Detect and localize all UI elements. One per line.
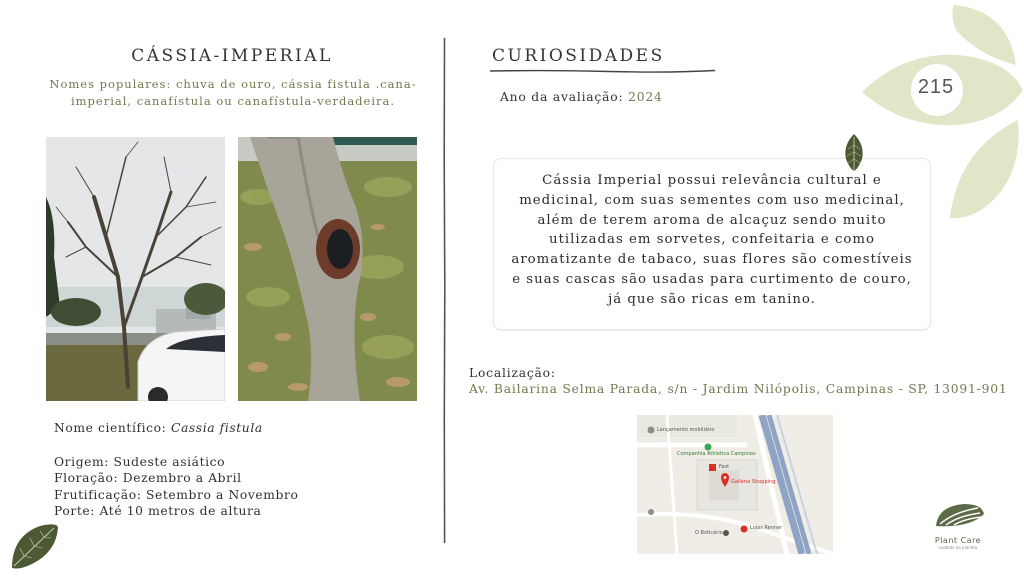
fact-fruiting: Frutificação: Setembro a Novembro [54,487,299,502]
logo-tagline: cuidado ao planeta [938,545,978,550]
location-address[interactable]: Av. Bailarina Selma Parada, s/n - Jardim Nilópolis, Campinas - SP, 13091-901 [469,382,1008,396]
curiosities-text: Cássia Imperial possui relevância cultural e medicinal, com suas sementes com uso medicinal, além de terem aroma de alcaçuz sendo muito utilizadas em sorvetes, confeitaria e como aromatizante de tabaco, suas flores são comestíveis e suas cascas são usadas para curtimento de couro, já que são ricas em tanino. [511,173,913,307]
scientific-name: Cassia fistula [170,421,263,435]
plant-title: CÁSSIA-IMPERIAL [131,46,333,66]
tree-photo [46,137,225,401]
leaves-decoration-icon [858,0,1024,225]
map-label-lancamento: Lançamento mobiliário [657,427,715,433]
curiosities-title: CURIOSIDADES [492,46,665,66]
popular-names: Nomes populares: chuva de ouro, cássia fistula .cana-imperial, canafístula ou canafístula-verdadeira. [49,77,417,108]
plant-facts [54,420,298,520]
map-label-shopping: Galleria Shopping [731,479,776,485]
fact-size: Porte: Até 10 metros de altura [54,504,262,518]
scientific-name-label: Nome científico: [54,421,167,435]
column-divider [443,38,446,543]
title-underline [490,68,715,74]
logo-name: Plant Care [934,536,982,545]
year-label: Ano da avaliação: [500,90,624,104]
page-number-badge: 215 [917,76,955,98]
map-label-companhia: Companhia Athletica Campinas [677,451,756,457]
fact-origin: Origem: Sudeste asiático [54,454,226,469]
scientific-name-row [54,420,298,437]
map-label-lojas: Lojas Renner [750,525,783,531]
plant-care-leaf-icon [930,500,986,532]
evaluation-year [500,90,663,104]
leaf-corner-icon [10,522,60,570]
plant-care-logo [918,500,998,550]
map-label-fast: Fast [719,464,730,470]
trunk-photo [238,137,417,401]
location-label: Localização: [469,366,556,380]
fact-flowering: Floração: Dezembro a Abril [54,471,242,485]
map-label-boticario: O Boticário [695,530,723,536]
year-value: 2024 [628,90,663,104]
location-map[interactable] [637,415,833,554]
